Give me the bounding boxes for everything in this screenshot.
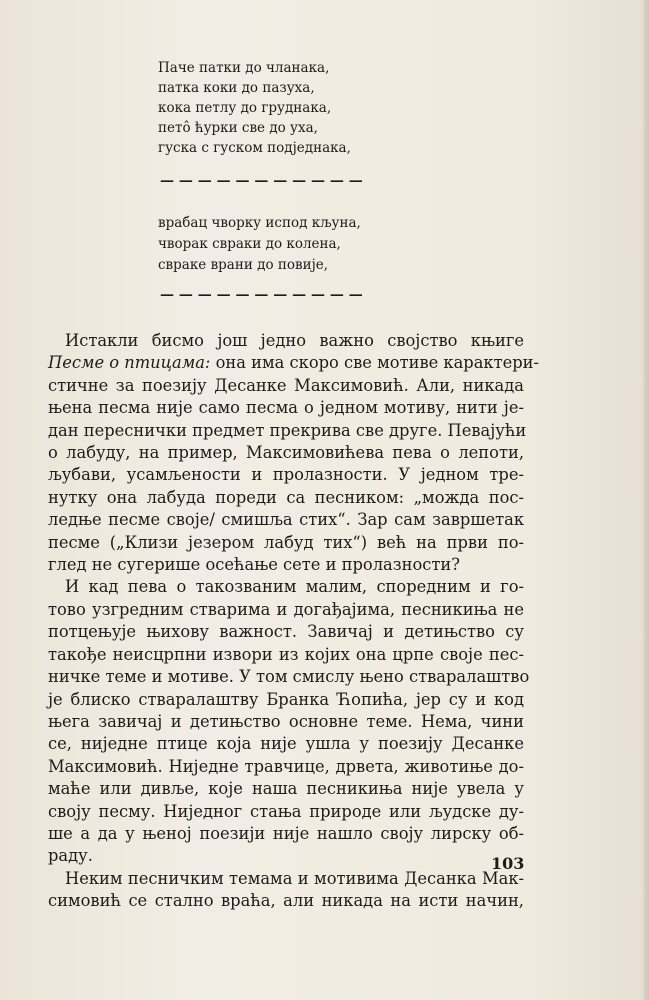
text-line: ледње песме своје/ смишља стих“. Зар сам завршетак bbox=[48, 510, 524, 530]
paragraph bbox=[48, 576, 530, 867]
poem-stanza-1 bbox=[158, 58, 458, 158]
poem-line: свраке врани до повије, bbox=[158, 257, 329, 273]
text-line: ничке теме и мотиве. У том смислу њено стваралаштво bbox=[48, 667, 530, 687]
text-line: о лабуду, на пример, Максимовићева пева о лепоти, bbox=[48, 443, 524, 463]
text-line: Неким песничким темама и мотивима Десанка Мак- bbox=[65, 868, 524, 888]
text-line: раду. bbox=[48, 846, 93, 866]
poem-line: петô ћурки све до уха, bbox=[158, 120, 318, 136]
paragraph bbox=[48, 330, 540, 576]
text-line: љубави, усамљености и пролазности. У једном тре- bbox=[48, 465, 524, 485]
text-line: потцењује њихову важност. Завичај и детињство су bbox=[48, 622, 524, 642]
poem-line: врабац чворку испод кљуна, bbox=[158, 215, 361, 231]
text-line bbox=[48, 352, 540, 374]
text-line: такође неисцрпни извори из којих она црпе своје пес- bbox=[48, 644, 524, 664]
text-line: дан переснички предмет прекрива све друге. Певајући bbox=[48, 420, 527, 440]
page-number: 103 bbox=[491, 854, 525, 873]
body-text bbox=[48, 330, 540, 913]
text-line: се, ниједне птице која није ушла у поезију Десанке bbox=[48, 734, 524, 754]
book-title: Песме о птицама: bbox=[48, 353, 211, 373]
text-line: ше а да у њеној поезији није нашло своју лирску об- bbox=[48, 823, 524, 843]
poem-line: патка коки до пазуха, bbox=[158, 80, 315, 96]
ellipsis-separator: — — — — — — — — — — — bbox=[160, 173, 363, 189]
text-line: нутку она лабуда пореди са песником: „можда пос- bbox=[48, 487, 524, 507]
poem-line: Паче патки до чланака, bbox=[158, 60, 330, 76]
ellipsis-separator: — — — — — — — — — — — bbox=[160, 287, 363, 303]
text-line: тово узгредним стварима и догађајима, песникиња не bbox=[48, 599, 524, 619]
text-line: маће или дивље, које наша песникиња није увела у bbox=[48, 779, 524, 799]
page-edge bbox=[643, 0, 649, 1000]
text-line: своју песму. Ниједног стања природе или људске ду- bbox=[48, 801, 524, 821]
poem-stanza-2 bbox=[158, 213, 361, 276]
text-line: њега завичај и детињство основне теме. Нема, чини bbox=[48, 711, 524, 731]
text-line: Истакли бисмо још једно важно својство књиге bbox=[65, 331, 524, 350]
poem-line: чворак свраки до колена, bbox=[158, 236, 341, 252]
text-fragment: она има скоро све мотиве карактери- bbox=[210, 353, 540, 373]
text-line: стичне за поезију Десанке Максимовић. Али, никада bbox=[48, 375, 524, 395]
paragraph bbox=[48, 868, 524, 913]
text-line: је блиско стваралаштву Бранка Ћопића, јер су и код bbox=[48, 689, 524, 709]
text-line: И кад пева о такозваним малим, споредним и го- bbox=[65, 577, 524, 597]
text-line: Максимовић. Ниједне травчице, дрвета, животиње до- bbox=[48, 756, 524, 776]
text-line: симовић се стално враћа, али никада на исти начин, bbox=[48, 891, 524, 911]
poem-line: кока петлу до груднака, bbox=[158, 100, 332, 116]
poem-line: гуска с гуском подједнака, bbox=[158, 140, 351, 156]
text-line: песме („Клизи језером лабуд тих“) већ на први по- bbox=[48, 532, 524, 552]
text-line: глед не сугерише осећање сете и пролазности? bbox=[48, 555, 460, 575]
text-line: њена песма није само песма о једном мотиву, нити је- bbox=[48, 398, 524, 418]
